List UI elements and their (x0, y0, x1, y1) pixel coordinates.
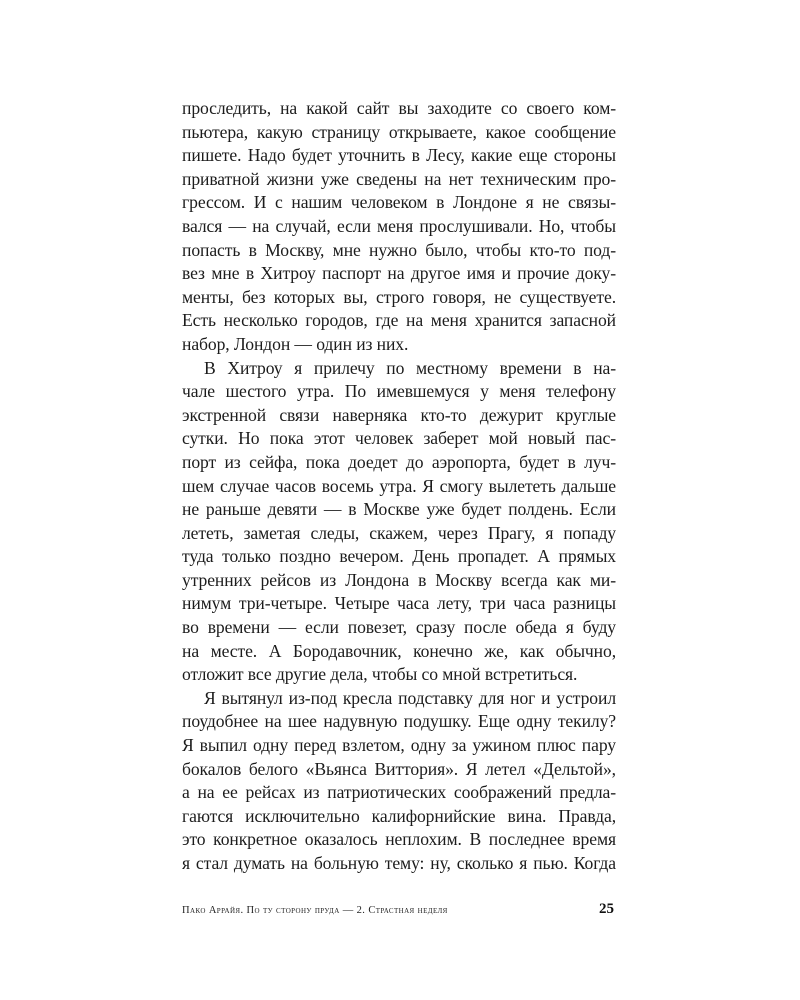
text-line: на месте. А Бородавочник, конечно же, как обычно, (182, 640, 616, 661)
text-line: бокалов белого «Вьянса Виттория». Я летел «Дельтой», (182, 758, 616, 779)
text-line: Я вытянул из-под кресла подставку для ног и устроил (204, 687, 616, 708)
text-line: пьютера, какую страницу открываете, какое сообщение (182, 121, 616, 142)
text-line: приватной жизни уже сведены на нет техническим про- (182, 168, 616, 189)
text-line: пишете. Надо будет уточнить в Лесу, какие еще стороны (182, 145, 616, 166)
text-line: утренних рейсов из Лондона в Москву всегда как ми- (182, 569, 616, 590)
text-line: порт из сейфа, пока доедет до аэропорта, будет в луч- (182, 451, 616, 472)
text-line: грессом. И с нашим человеком в Лондоне я не связы- (182, 192, 616, 213)
text-line: шем случае часов восемь утра. Я смогу вылететь дальше (182, 475, 616, 496)
text-line: проследить, на какой сайт вы заходите со своего ком- (182, 98, 616, 118)
body-text (182, 97, 616, 876)
text-line: во времени — если повезет, сразу после обеда я буду (182, 617, 616, 638)
text-line: вался — на случай, если меня прослушивали. Но, чтобы (182, 215, 616, 236)
text-line: это конкретное оказалось неплохим. В последнее время (182, 829, 616, 850)
text-line: а на ее рейсах из патриотических соображений предла- (182, 782, 616, 803)
text-line: вез мне в Хитроу паспорт на другое имя и прочие доку- (182, 263, 616, 284)
text-line: туда только поздно вечером. День пропадет. А прямых (182, 546, 616, 567)
text-line: менты, без которых вы, строго говоря, не существуете. (182, 286, 616, 307)
text-line: попасть в Москву, мне нужно было, чтобы кто-то под- (182, 239, 616, 260)
text-line: экстренной связи наверняка кто-то дежурит круглые (182, 404, 616, 425)
text-line: сутки. Но пока этот человек заберет мой новый пас- (182, 428, 616, 449)
text-line: не раньше девяти — в Москве уже будет полдень. Если (182, 499, 616, 520)
text-line: поудобнее на шее надувную подушку. Еще одну текилу? (182, 711, 616, 732)
text-line: гаются исключительно калифорнийские вина. Правда, (182, 805, 616, 826)
running-head: Пако Аррайя. По ту сторону пруда — 2. Страстная неделя (182, 905, 448, 916)
text-line: В Хитроу я прилечу по местному времени в на- (204, 357, 616, 378)
text-line: Есть несколько городов, где на меня хранится запасной (182, 310, 616, 331)
text-line: отложит все другие дела, чтобы со мной встретиться. (182, 664, 578, 685)
text-line: чале шестого утра. По имевшемуся у меня телефону (182, 381, 616, 402)
text-line: лететь, заметая следы, скажем, через Прагу, я попаду (182, 522, 616, 543)
text-line: нимум три-четыре. Четыре часа лету, три часа разницы (182, 593, 616, 614)
text-line: набор, Лондон — один из них. (182, 333, 409, 354)
text-line: Я выпил одну перед взлетом, одну за ужином плюс пару (182, 735, 616, 756)
page-footer (182, 901, 616, 923)
text-line: я стал думать на больную тему: ну, сколько я пью. Когда (182, 853, 616, 873)
page-number: 25 (599, 901, 614, 917)
